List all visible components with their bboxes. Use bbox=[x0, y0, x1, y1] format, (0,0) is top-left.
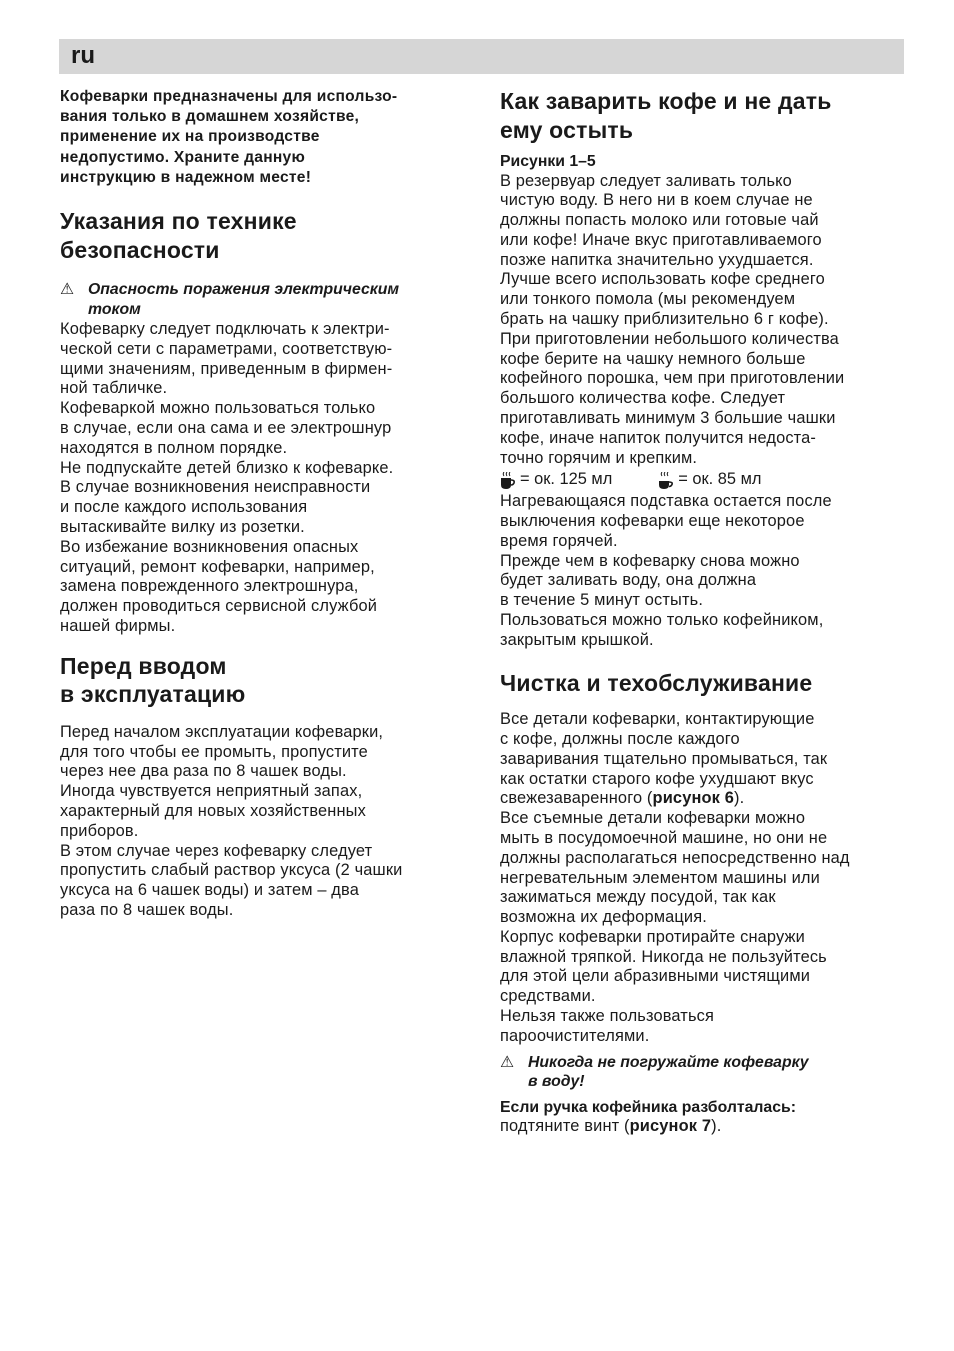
cleaning-heading: Чистка и техобслуживание bbox=[500, 669, 813, 696]
right-column bbox=[500, 87, 910, 1137]
intro-notice: Кофеварки предназначены для использо- вания только в домашнем хозяйстве, применение их на производстве недопустимо. Храните данную инструкцию в надежном месте! bbox=[60, 88, 398, 186]
warning-no-water bbox=[500, 1053, 910, 1092]
warning-electric-shock bbox=[60, 280, 468, 319]
figure-6-reference: рисунок 6 bbox=[652, 789, 735, 808]
language-bar bbox=[59, 39, 904, 74]
figure-7-reference: рисунок 7 bbox=[629, 1117, 712, 1136]
small-cup-icon bbox=[658, 472, 674, 490]
brew-text: В резервуар следует заливать только чистую воду. В него ни в коем случае не должны попасть молоко или готовые чай или кофе! Иначе вкус приготавливаемого позже напитка значительно ухудшается. Лучше всего использовать кофе среднего или тонкого помола (мы рекомендуем брать на чашку приблизительно 6 г кофе). При приготовлении небольшого количества кофе берите на чашку немного больше кофейного порошка, чем при приготовлении большого количества кофе. Следует приготавливать минимум 3 большие чашки кофе, иначе напиток получится недоста- точно горячим и крепким. bbox=[500, 171, 845, 467]
brew-text-2: Нагревающаяся подставка остается после выключения кофеварки еще некоторое время горячей. Прежде чем в кофеварку снова можно будет заливать воду, она должна в течение 5 минут остыть. Пользоваться можно только кофейником, закрытым крышкой. bbox=[500, 492, 832, 649]
large-cup-volume: = ок. 125 мл bbox=[520, 470, 613, 489]
cleaning-text-2: Все съемные детали кофеварки можно мыть в посудомоечной машине, но они не должны располагаться непосредственно над негревательным элементом машины или зажиматься между посудой, так как возможна их деформация. Корпус кофеварки протирайте снаружи влажной тряпкой. Никогда не пользуйтесь для этой цели абразивными чистящими средствами. Нельзя также пользоваться пароочистителями. bbox=[500, 809, 850, 1045]
small-cup-volume: = ок. 85 мл bbox=[678, 470, 762, 489]
large-cup-icon bbox=[500, 472, 516, 490]
figures-label: Рисунки 1–5 bbox=[500, 153, 596, 170]
cup-volumes bbox=[500, 470, 910, 490]
safety-text: Кофеварку следует подключать к электри- ческой сети с параметрами, соответствую- щими значениям, приведенным в фирмен- ной табличке. Кофеваркой можно пользоваться только в случае, если она сама и ее электрошнур находятся в полном порядке. Не подпускайте детей близко к кофеварке. В случае возникновения неисправности и после каждого использования вытаскивайте вилку из розетки. Во избежание возникновения опасных ситуаций, ремонт кофеварки, например, замена поврежденного электрошнура, должен проводиться сервисной службой нашей фирмы. bbox=[60, 320, 394, 635]
loose-handle-text: подтяните винт (рисунок 7). bbox=[500, 1117, 722, 1136]
warning-electric-shock-text: Опасность поражения электрическим током bbox=[88, 281, 400, 318]
before-use-heading: Перед вводом в эксплуатацию bbox=[60, 652, 246, 708]
left-column bbox=[60, 87, 468, 921]
language-code: ru bbox=[71, 42, 95, 69]
brew-heading: Как заварить кофе и не дать ему остыть bbox=[500, 88, 832, 143]
safety-heading: Указания по технике безопасности bbox=[60, 208, 297, 263]
warning-triangle-icon: ⚠ bbox=[500, 1053, 515, 1071]
warning-triangle-icon: ⚠ bbox=[60, 281, 75, 299]
warning-no-water-text: Никогда не погружайте кофеварку в воду! bbox=[528, 1053, 809, 1091]
before-use-text: Перед началом эксплуатации кофеварки, для того чтобы ее промыть, пропустите через нее два раза по 8 чашек воды. Иногда чувствуется неприятный запах, характерный для новых хозяйственных приборов. В этом случае через кофеварку следует пропустить слабый раствор уксуса (2 чашки уксуса на 6 чашек воды) и затем – два раза по 8 чашек воды. bbox=[60, 722, 403, 919]
cleaning-text-1: Все детали кофеварки, контактирующие с кофе, должны после каждого заваривания тщательно промываться, так как остатки старого кофе ухудшают вкус свежезаваренного (рисунок 6). bbox=[500, 710, 828, 808]
loose-handle-label: Если ручка кофейника разболталась: bbox=[500, 1098, 796, 1116]
